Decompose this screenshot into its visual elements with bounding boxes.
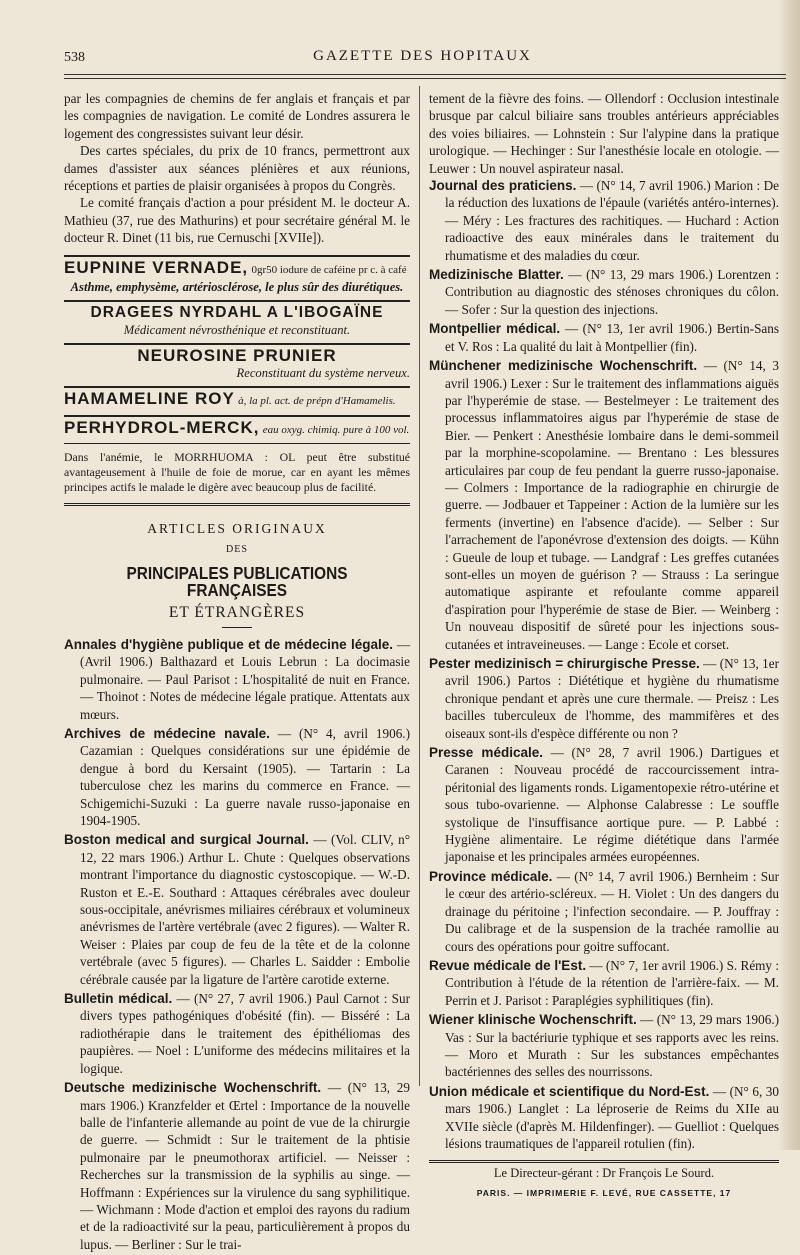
section-heading-4: ET ÉTRANGÈRES [168, 603, 306, 621]
journal-name: Presse médicale. [429, 745, 543, 761]
page-number: 538 [64, 50, 85, 65]
ad-dragees-sub: Médicament névrosthénique et reconstituant. [123, 322, 351, 337]
entry-text: — (N° 13, 29 mars 1906.) Kranzfelder et Œrtel : Importance de la nouvelle balle de l'infanterie allemande au point de vue de la chirurgie de guerre. — Schmidt : Sur le traitement de la phtisie pulmonaire par le pneumothorax artificiel. — Neisser : Recherches sur la transmission de la syphilis au singe. — Hoffmann : Expériences sur la virulence du sang syphilitique. — Wichmann : Mode d'action et emploi des rayons du radium et de la radioactivité sur la peau, particulièrement à propos du lupus. — Berliner : Sur le trai- [80, 1080, 410, 1252]
entry-right-5 [429, 744, 779, 866]
entry-text: — (Avril 1906.) Balthazard et Louis Lebrun : La docimasie pulmonaire. — Paul Parisot : L'hospitalité de nuit en France. — Thoinot : Notes de médecine légale pratique. Attentats aux mœurs. [80, 636, 410, 722]
footer-imprimerie: PARIS. — IMPRIMERIE F. LEVÉ, RUE CASSETTE, 17 [476, 1187, 732, 1198]
intro-paragraph-3: Le comité français d'action a pour président M. le docteur A. Mathieu (37, rue des Mathurins) et pour secrétaire général M. le docteur R. Dinet (11 bis, rue Cernuschi [XVIIe]). [64, 195, 410, 246]
ad-perhydrol-detail: eau oxyg. chimiq. pure à 100 vol. [262, 423, 410, 436]
ad-eupnine-detail: 0gr50 iodure de caféine pr c. à café [251, 263, 407, 276]
left-entries-list [64, 636, 410, 1253]
page-edge [778, 0, 800, 1150]
entry-left-3 [64, 990, 410, 1077]
entry-text: — (N° 14, 3 avril 1906.) Lexer : Sur le traitement des inflammations aiguës par l'hyperémie de stase. — Bestelmeyer : Le traitement des processus inflammatoires aigus par l'hyperémie de stase de Bier. — Penkert : Anesthésie lombaire dans le demi-sommeil par la morphine-scopolamine. — Brentano : Les blessures articulaires par coup de feu pendant la guerre russo-japonaise. — Colmers : Importance de la radiographie en chirurgie de guerre. — Jodbauer et Tappeiner : Action de la lumière sur les ferments (invertine) en l'absence d'acide). — Selber : Sur l'arrachement de l'aponévrose d'extension des doigts. — Kühn : Gueule de loup et tubage. — Landgraf : Les greffes cutanées sont-elles un moyen de guérison ? — Strauss : La seringue automatique aspirante et refoulante comme appareil d'aspiration pour l'hyperémie de stase de Bier. — Weinberg : Un nouveau dispositif de sûreté pour les injections sous-cutanées et intraveineuses. — Lange : Ecole et corset. [445, 358, 779, 652]
entry-left-4 [64, 1079, 410, 1253]
ad-neurosine [64, 343, 410, 382]
section-heading-3: PRINCIPALES PUBLICATIONS FRANÇAISES [126, 562, 348, 601]
section-heading-2: DES [226, 544, 248, 556]
entry-right-0 [429, 177, 779, 264]
entry-right-2 [429, 320, 779, 355]
journal-name: Boston medical and surgical Journal. [64, 832, 309, 848]
left-column [64, 90, 410, 1255]
entry-text: — (N° 4, avril 1906.) Cazamian : Quelques considérations sur une épidémie de dengue à bord du Kersaint (1905). — Tartarin : La tuberculose chez les marins du commerce en France. — Schigemichi-Suzuki : La guerre navale russo-japonaise en 1904-1905. [80, 725, 411, 828]
journal-name: Deutsche medizinische Wochenschrift. [64, 1080, 322, 1096]
entry-right-4 [429, 655, 779, 742]
entry-text: — (N° 13, 1er avril 1906.) Bertin-Sans et V. Ros : La qualité du lait à Montpellier (fin). [445, 321, 780, 354]
entry-text: — (N° 7, 1er avril 1906.) S. Rémy : Contribution à l'étude de la rétention de l'arrière-faix. — M. Perrin et J. Parisot : Paraplégies syphilitiques (fin). [445, 957, 779, 1008]
ad-morrhuoma-text: Dans l'anémie, le MORRHUOMA : OL peut être substitué avantageusement à l'huile de foie de morue, car en ayant les mêmes principes actifs le malade le digère avec beaucoup plus de facilité. [64, 449, 410, 494]
entry-right-8 [429, 1011, 779, 1081]
entry-text: — (N° 14, 7 avril 1906.) Marion : De la réduction des luxations de l'épaule (variétés antéro-internes). — Méry : Les fractures des rachitiques. — Huchard : Action radioactive des eaux minérales dans le traitement du rhumatisme et des maladies du cœur. [445, 178, 779, 263]
entry-text: — (N° 28, 7 avril 1906.) Dartigues et Caranen : Nouveau procédé de raccourcissement intra-péritonial des ligaments ronds. Ligamentopexie rétro-utérine et sous tubo-ovarienne. — Alphonse Calabresse : Le souffle systolique de l'insuffisance aortique pure. — P. Labbé : Hygiène alimentaire. Le régime diététique dans l'armée japonaise et les principales armées européennes. [445, 745, 779, 865]
journal-name: Wiener klinische Wochenschrift. [429, 1012, 637, 1028]
entry-text: — (N° 14, 7 avril 1906.) Bernheim : Sur le cœur des artério-scléreux. — H. Violet : Un des dangers du drainage du péritoine ; l'infection secondaire. — P. Jouffray : Du calibrage et de la suspension de la trachée ramollie au cours des opérations pour goitre suffocant. [445, 868, 780, 954]
ad-hamameline-detail: à, la pl. act. de prépn d'Hamamelis. [238, 395, 396, 408]
ad-perhydrol [64, 415, 410, 439]
journal-name: Pester medizinisch = chirurgische Presse. [429, 656, 700, 671]
entry-left-2 [64, 831, 410, 988]
entry-right-1 [429, 266, 779, 318]
continued-text: tement de la fièvre des foins. — Ollendorf : Occlusion intestinale brusque par calcul biliaire sans troubles antérieurs appréciables des voies biliaires. — Lohnstein : Sur l'alypine dans la pratique urologique. — Hechinger : Sur l'anesthésie locale en otologie. — Leuwer : Un nouvel aspirateur nasal. [429, 91, 779, 176]
header-rule [64, 74, 786, 75]
entry-left-0 [64, 636, 410, 723]
intro-paragraph-2: Des cartes spéciales, du prix de 10 francs, permettront aux dames d'assister aux séances plénières et aux réunions, réceptions et parties de plaisir organisées à propos du Congrès. [64, 143, 410, 194]
entry-left-1 [64, 725, 410, 829]
column-divider [419, 86, 420, 1086]
entry-right-6 [429, 868, 779, 955]
entry-text: — (N° 6, 30 mars 1906.) Langlet : La léproserie de Reims du XIIe au XVIIe siècle (d'après M. Hildenfinger). — Guelliot : Quelques lésions traumatiques de l'appareil rotulien (fin). [445, 1083, 779, 1151]
ad-eupnine-title: EUPNINE VERNADE, [64, 257, 249, 277]
journal-name: Annales d'hygiène publique et de médecine légale. [64, 636, 393, 652]
journal-name: Journal des praticiens. [429, 178, 577, 194]
entry-text: — (N° 13, 1er avril 1906.) Partos : Diététique et hygiène du rhumatisme chronique pendant et après une cure thermale. — Preisz : Les bacilles tuberculeux de l'homme, des mammifères et des oiseaux sont-ils d'espèce différente ou non ? [445, 656, 779, 741]
journal-name: Revue médicale de l'Est. [429, 957, 587, 973]
ad-eupnine [64, 255, 410, 297]
page-header [60, 46, 785, 68]
ad-dragees [64, 300, 410, 339]
ad-hamameline [64, 386, 410, 410]
entry-text: — (Vol. CLIV, n° 12, 22 mars 1906.) Arthur L. Chute : Quelques observations montrant l'importance du diagnostic cystoscopique. — W.-D. Ruston et E.-E. Southard : Attaques cérébrales avec douleur sous-occipitale, anévrismes miliaires cérébraux et volumineux anévrismes de l'artère vertébrale (avec 2 figures). — Walter R. Weiser : Plaies par coup de feu de la tête et de la colonne vertébrale (avec 5 figures). — Charles L. Saidder : Embolie cérébrale causée par la ligature de l'artère carotide externe. [80, 832, 410, 987]
entry-text: — (N° 13, 29 mars 1906.) Vas : Sur la bactériurie typhique et ses rapports avec les reins. — Moro et Murath : Sur les substances empêchantes bactériennes des selles des nourrissons. [445, 1012, 780, 1080]
journal-name: Archives de médecine navale. [64, 725, 270, 741]
journal-name: Bulletin médical. [64, 991, 173, 1007]
entry-right-3 [429, 357, 779, 653]
footer-gerant: Le Directeur-gérant : Dr François Le Sourd. [493, 1166, 715, 1181]
running-title: GAZETTE DES HOPITAUX [313, 48, 532, 64]
ad-dragees-title: DRAGEES NYRDAHL A L'IBOGAÏNE [90, 304, 384, 322]
journal-name: Montpellier médical. [429, 321, 561, 337]
right-column [429, 90, 779, 1202]
ad-neurosine-sub: Reconstituant du système nerveux. [236, 365, 410, 380]
ad-hamameline-title: HAMAMELINE ROY [64, 389, 235, 409]
ad-neurosine-title: NEUROSINE PRUNIER [137, 346, 337, 366]
ad-perhydrol-title: PERHYDROL-MERCK, [64, 417, 260, 437]
right-entries-list [429, 177, 779, 1152]
journal-name: Medizinische Blatter. [429, 267, 564, 283]
ad-eupnine-sub: Asthme, emphysème, artériosclérose, le plus sûr des diurétiques. [70, 280, 404, 295]
short-rule [222, 627, 252, 628]
journal-name: Province médicale. [429, 868, 553, 884]
entry-right-7 [429, 957, 779, 1009]
ad-morrhuoma [64, 443, 410, 495]
journal-name: Union médicale et scientifique du Nord-Est. [429, 1083, 710, 1099]
footer-rule [429, 1160, 779, 1163]
section-heading-1: ARTICLES ORIGINAUX [147, 520, 327, 536]
header-rule-2 [64, 78, 786, 79]
intro-paragraph-1: par les compagnies de chemins de fer anglais et français et par les compagnies de navigation. Le comité de Londres assurera le logement des congressistes suivant leur désir. [64, 91, 410, 141]
journal-name: Münchener medizinische Wochenschrift. [429, 358, 698, 374]
entry-text: — (N° 13, 29 mars 1906.) Lorentzen : Contribution au diagnostic des sténoses chroniques du côlon. — Sofer : Sur la question des injections. [445, 267, 779, 317]
entry-right-9 [429, 1083, 779, 1153]
entry-text: — (N° 27, 7 avril 1906.) Paul Carnot : Sur divers types pathogéniques d'obésité (fin). — Bisséré : La radiothérapie dans le traitement des épithéliomas des paupières. — Noel : L'uniforme des médecins militaires et la logique. [80, 991, 410, 1076]
section-rule [64, 503, 410, 506]
